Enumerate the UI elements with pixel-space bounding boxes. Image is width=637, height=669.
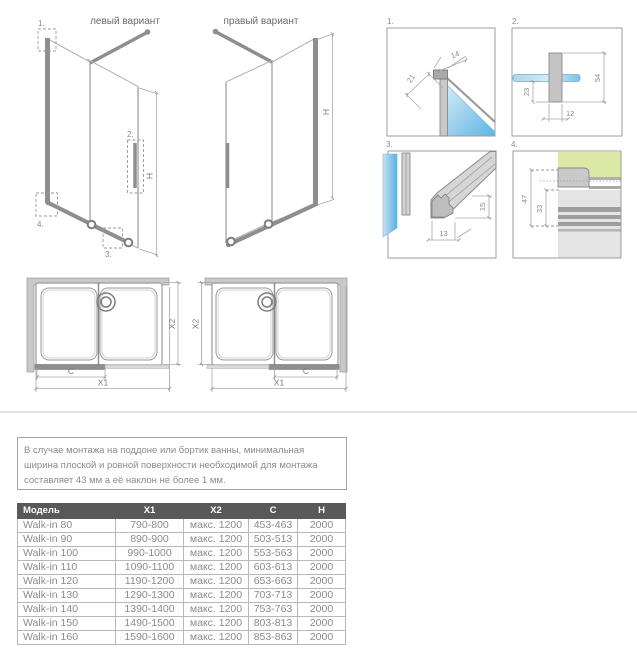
model-cell: Walk-in 120: [18, 575, 116, 589]
dim-label-21: 21: [404, 72, 418, 85]
value-cell: 990-1000: [116, 547, 184, 561]
callout-1: 1.: [38, 19, 45, 28]
detail-panel-1: [387, 17, 495, 136]
col-header-x1: X1: [116, 504, 184, 519]
callout-2: 2.: [127, 130, 134, 139]
model-cell: Walk-in 140: [18, 603, 116, 617]
dim-height-left: [139, 88, 158, 256]
installation-note: [17, 437, 347, 490]
dim-label-23: 23: [522, 87, 531, 97]
support-bar: [217, 33, 272, 63]
detail-1-label: 1.: [387, 17, 394, 26]
dim-label-54: 54: [593, 73, 602, 83]
dim-label-x2: X2: [190, 318, 201, 330]
value-cell: 1590-1600: [116, 631, 184, 645]
support-bar-ball: [213, 29, 219, 35]
roller-wheel: [125, 239, 133, 247]
callout-3: 3.: [105, 250, 112, 259]
value-cell: 790-800: [116, 519, 184, 533]
value-cell: 2000: [298, 533, 346, 547]
value-cell: 703-713: [249, 589, 298, 603]
model-cell: Walk-in 160: [18, 631, 116, 645]
col-header-c: C: [249, 504, 298, 519]
value-cell: 1090-1100: [116, 561, 184, 575]
model-cell: Walk-in 110: [18, 561, 116, 575]
detail-3-label: 3.: [386, 140, 393, 149]
wall-profile-section: [440, 79, 448, 136]
callout-4: 4.: [37, 220, 44, 229]
installation-note-text: В случае монтажа на поддоне или бортик ванны, минимальная ширина плоской и ровной поверхности необходимой для монтажа составляет 43 мм а её наклон не более 1 мм.: [24, 445, 318, 486]
section-divider: [0, 411, 637, 413]
support-bar-ball: [145, 29, 151, 35]
model-cell: Walk-in 130: [18, 589, 116, 603]
dim-label-c: C: [67, 366, 75, 376]
detail-2-frame: [512, 28, 622, 136]
rail-ball: [45, 200, 50, 205]
value-cell: 603-613: [249, 561, 298, 575]
table-row: [18, 617, 346, 631]
spec-table-body: [18, 519, 346, 645]
dim-label-15: 15: [478, 202, 487, 212]
table-row: [18, 589, 346, 603]
dim-label-x2: X2: [167, 318, 177, 330]
detail-panel-2: [512, 17, 622, 136]
value-cell: макс. 1200: [184, 631, 249, 645]
value-cell: макс. 1200: [184, 589, 249, 603]
value-cell: 1290-1300: [116, 589, 184, 603]
value-cell: макс. 1200: [184, 519, 249, 533]
left-variant-title: левый вариант: [90, 16, 160, 27]
value-cell: 2000: [298, 547, 346, 561]
profile-cap: [434, 70, 448, 79]
right-variant-title: правый вариант: [223, 16, 299, 27]
value-cell: макс. 1200: [184, 575, 249, 589]
bottom-profile-section: [558, 168, 589, 187]
plan-view-right: [191, 278, 348, 392]
dim-label-13: 13: [439, 229, 448, 238]
dim-label-c: C: [302, 366, 310, 376]
table-row: [18, 533, 346, 547]
table-row: [18, 561, 346, 575]
value-cell: 753-763: [249, 603, 298, 617]
table-row: [18, 631, 346, 645]
dim-label-x1: X1: [273, 377, 285, 388]
model-cell: Walk-in 100: [18, 547, 116, 561]
glass-pane-section: [513, 75, 580, 82]
value-cell: макс. 1200: [184, 603, 249, 617]
value-cell: 453-463: [249, 519, 298, 533]
diagram-right-variant: [213, 16, 334, 247]
handle-section: [549, 53, 562, 102]
model-cell: Walk-in 150: [18, 617, 116, 631]
value-cell: 653-663: [249, 575, 298, 589]
value-cell: 803-813: [249, 617, 298, 631]
detail-panel-3: [383, 140, 496, 258]
support-bar: [90, 33, 146, 63]
value-cell: макс. 1200: [184, 561, 249, 575]
value-cell: 1190-1200: [116, 575, 184, 589]
value-cell: 503-513: [249, 533, 298, 547]
roller-wheel: [265, 220, 273, 228]
dim-x2-right: [191, 283, 213, 365]
plan-view-left: [27, 278, 181, 392]
dim-height-right: [317, 34, 334, 206]
value-cell: 853-863: [249, 631, 298, 645]
dim-x2-left: [163, 283, 181, 365]
value-cell: 2000: [298, 561, 346, 575]
value-cell: макс. 1200: [184, 547, 249, 561]
value-cell: 553-563: [249, 547, 298, 561]
roller-wheel: [88, 221, 96, 229]
col-header-model: Модель: [18, 504, 116, 519]
dim-label-12: 12: [566, 109, 575, 118]
value-cell: 2000: [298, 575, 346, 589]
dim-label-x1: X1: [97, 377, 109, 388]
col-header-h: H: [298, 504, 346, 519]
model-cell: Walk-in 80: [18, 519, 116, 533]
value-cell: 2000: [298, 631, 346, 645]
model-cell: Walk-in 90: [18, 533, 116, 547]
value-cell: 2000: [298, 603, 346, 617]
detail-2-label: 2.: [512, 17, 519, 26]
dim-label-h: H: [144, 172, 155, 180]
value-cell: 890-900: [116, 533, 184, 547]
dim-label-14: 14: [449, 48, 461, 61]
col-header-x2: X2: [184, 504, 249, 519]
table-row: [18, 547, 346, 561]
roller-wheel: [227, 238, 235, 246]
value-cell: 2000: [298, 519, 346, 533]
spec-table-head: [18, 504, 346, 519]
dim-label-h: H: [321, 108, 331, 116]
value-cell: 2000: [298, 589, 346, 603]
detail-panel-4: [511, 140, 621, 258]
dim-label-47: 47: [520, 194, 529, 204]
value-cell: макс. 1200: [184, 617, 249, 631]
diagram-left-variant: [36, 16, 160, 259]
detail-4-label: 4.: [511, 140, 518, 149]
value-cell: 2000: [298, 617, 346, 631]
table-row: [18, 603, 346, 617]
glass-pane: [383, 154, 397, 237]
value-cell: 1390-1400: [116, 603, 184, 617]
table-row: [18, 575, 346, 589]
value-cell: 1490-1500: [116, 617, 184, 631]
table-row: [18, 519, 346, 533]
dim-label-33: 33: [535, 204, 544, 214]
spec-table: [17, 503, 346, 645]
value-cell: макс. 1200: [184, 533, 249, 547]
